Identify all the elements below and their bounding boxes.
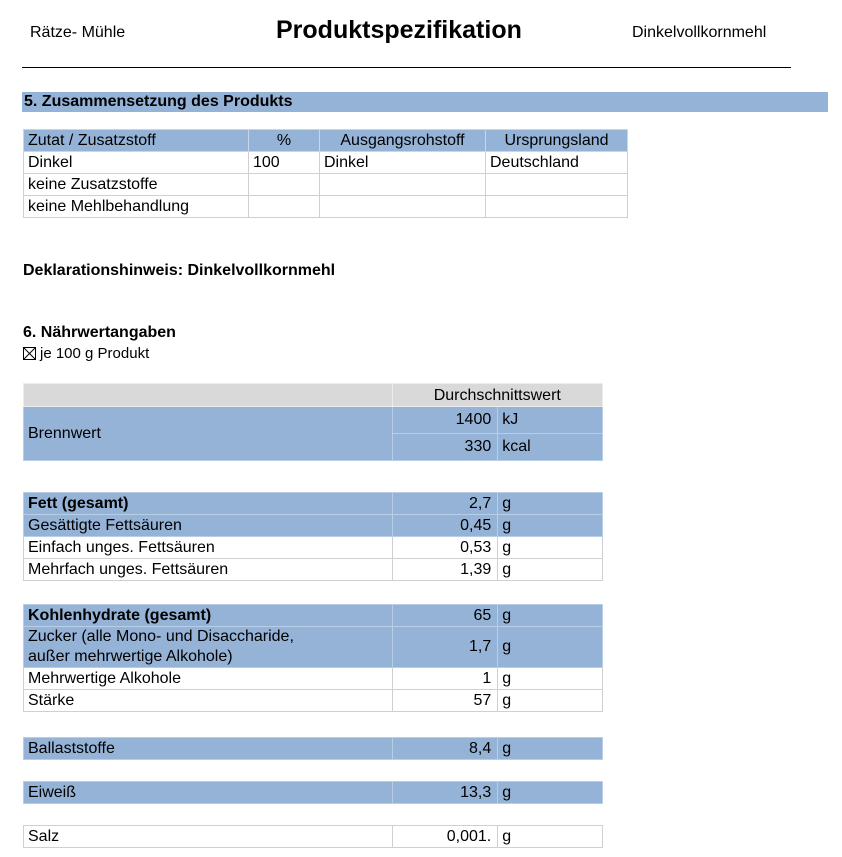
product-name: Dinkelvollkornmehl [632, 24, 767, 41]
energy-label: Brennwert [24, 407, 393, 461]
cell-raw-material: Dinkel [320, 152, 486, 174]
nutrient-value: 13,3 [392, 782, 498, 804]
nutrient-row-polyols [24, 668, 603, 690]
per-100g-option [23, 345, 149, 362]
nutrient-label: Stärke [24, 690, 393, 712]
nutrient-label: Fett (gesamt) [24, 493, 393, 515]
energy-row-kj [24, 407, 603, 434]
nutrient-row-starch [24, 690, 603, 712]
nutrient-label: Gesättigte Fettsäuren [24, 515, 393, 537]
energy-table [23, 383, 603, 461]
cell-ingredient: Dinkel [24, 152, 249, 174]
nutrient-row-saturated-fat [24, 515, 603, 537]
nutrient-unit: g [498, 826, 603, 848]
nutrient-label: Mehrfach unges. Fettsäuren [24, 559, 393, 581]
nutrient-label: Ballaststoffe [24, 738, 393, 760]
nutrient-label: Einfach unges. Fettsäuren [24, 537, 393, 559]
nutrient-row-sugar [24, 627, 603, 668]
composition-table [23, 129, 628, 218]
empty-header-cell [24, 384, 393, 407]
salt-table [23, 825, 603, 848]
carbohydrate-table [23, 604, 603, 712]
nutrient-label: Eiweiß [24, 782, 393, 804]
nutrient-unit: g [498, 627, 603, 668]
nutrient-value: 0,001. [392, 826, 498, 848]
energy-kcal-unit: kcal [498, 434, 603, 461]
nutrient-unit: g [498, 537, 603, 559]
nutrient-unit: g [498, 605, 603, 627]
sugar-label-line-1: Zucker (alle Mono- und Disaccharide, [28, 628, 294, 645]
column-header-percent: % [249, 130, 320, 152]
cell-percent: 100 [249, 152, 320, 174]
nutrient-value: 1,7 [392, 627, 498, 668]
table-row [24, 152, 628, 174]
fiber-table [23, 737, 603, 760]
nutrient-unit: g [498, 782, 603, 804]
per-100g-label: je 100 g Produkt [40, 345, 150, 362]
nutrient-label [24, 627, 393, 668]
company-name: Rätze- Mühle [30, 24, 126, 41]
nutrient-row-salt [24, 826, 603, 848]
nutrient-value: 57 [392, 690, 498, 712]
table-row [24, 174, 628, 196]
nutrient-row-polyunsaturated-fat [24, 559, 603, 581]
nutrient-unit: g [498, 515, 603, 537]
nutrient-value: 65 [392, 605, 498, 627]
energy-header-row [24, 384, 603, 407]
sugar-label-line-2: außer mehrwertige Alkohole) [28, 648, 233, 665]
nutrient-unit: g [498, 493, 603, 515]
energy-kj-unit: kJ [498, 407, 603, 434]
cell-raw-material [320, 196, 486, 218]
protein-table [23, 781, 603, 804]
nutrient-row-fiber [24, 738, 603, 760]
nutrient-unit: g [498, 559, 603, 581]
nutrient-row-carbs-total [24, 605, 603, 627]
cell-percent [249, 174, 320, 196]
column-header-raw-material: Ausgangsrohstoff [320, 130, 486, 152]
table-row [24, 196, 628, 218]
nutrient-row-monounsaturated-fat [24, 537, 603, 559]
nutrient-label: Mehrwertige Alkohole [24, 668, 393, 690]
nutrient-unit: g [498, 738, 603, 760]
cell-raw-material [320, 174, 486, 196]
section-6-heading: 6. Nährwertangaben [23, 324, 176, 341]
nutrient-label: Salz [24, 826, 393, 848]
energy-kcal-value: 330 [392, 434, 498, 461]
column-header-ingredient: Zutat / Zusatzstoff [24, 130, 249, 152]
declaration-note: Deklarationshinweis: Dinkelvollkornmehl [23, 262, 336, 279]
column-header-average: Durchschnittswert [392, 384, 602, 407]
nutrient-value: 0,45 [392, 515, 498, 537]
cell-origin: Deutschland [486, 152, 628, 174]
column-header-origin: Ursprungsland [486, 130, 628, 152]
document-title: Produktspezifikation [276, 16, 522, 44]
fat-table [23, 492, 603, 581]
nutrient-value: 1,39 [392, 559, 498, 581]
nutrient-row-protein [24, 782, 603, 804]
cell-origin [486, 174, 628, 196]
checked-box-icon[interactable] [23, 347, 36, 360]
nutrient-unit: g [498, 668, 603, 690]
cell-ingredient: keine Zusatzstoffe [24, 174, 249, 196]
nutrient-row-fat-total [24, 493, 603, 515]
cell-percent [249, 196, 320, 218]
cell-ingredient: keine Mehlbehandlung [24, 196, 249, 218]
nutrient-value: 2,7 [392, 493, 498, 515]
energy-kj-value: 1400 [392, 407, 498, 434]
nutrient-unit: g [498, 690, 603, 712]
cell-origin [486, 196, 628, 218]
header-divider [22, 67, 791, 68]
nutrient-label: Kohlenhydrate (gesamt) [24, 605, 393, 627]
composition-header-row [24, 130, 628, 152]
nutrient-value: 0,53 [392, 537, 498, 559]
nutrient-value: 8,4 [392, 738, 498, 760]
nutrient-value: 1 [392, 668, 498, 690]
section-5-heading: 5. Zusammensetzung des Produkts [22, 92, 828, 112]
